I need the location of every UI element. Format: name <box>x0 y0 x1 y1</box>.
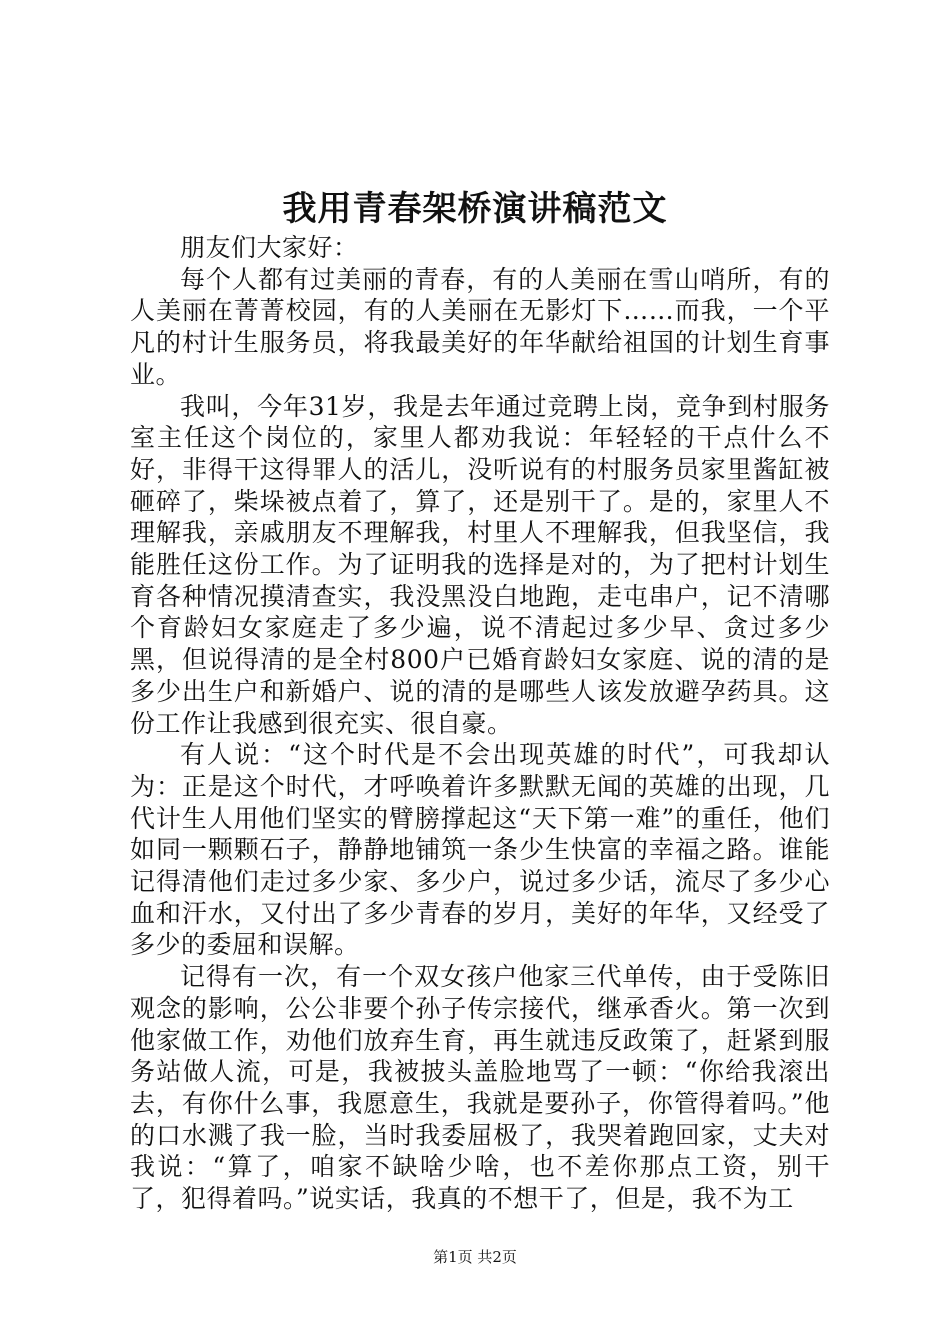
paragraph-greeting: 朋友们大家好： <box>180 233 359 262</box>
paragraph-4: 记得有一次，有一个双女孩户他家三代单传，由于受陈旧观念的影响，公公非要个孙子传宗接代，继承香火。第一次到他家做工作，劝他们放弃生育，再生就违反政策了，赶紧到服务站做人流，可是，我被披头盖脸地骂了一顿：“你给我滚出去，有你什么事，我愿意生，我就是要孙子，你管得着吗。”他的口水溅了我一脸，当时我委屈极了，我哭着跑回家，丈夫对我说：“算了，咱家不缺啥少啥，也不差你那点工资，别干了，犯得着吗。”说实话，我真的不想干了，但是，我不为工 <box>130 962 830 1214</box>
document-title: 我用青春架桥演讲稿范文 <box>282 189 668 229</box>
document-body <box>130 232 830 1215</box>
page-number-footer: 第1页 共2页 <box>433 1248 517 1266</box>
paragraph-1: 每个人都有过美丽的青春，有的人美丽在雪山哨所，有的人美丽在菁菁校园，有的人美丽在无影灯下……而我，一个平凡的村计生服务员，将我最美好的年华献给祖国的计划生育事业。 <box>130 264 830 389</box>
paragraph-3: 有人说：“这个时代是不会出现英雄的时代”，可我却认为：正是这个时代，才呼唤着许多默默无闻的英雄的出现，几代计生人用他们坚实的臂膀撑起这“天下第一难”的重任，他们如同一颗颗石子，静静地铺筑一条少生快富的幸福之路。谁能记得清他们走过多少家、多少户，说过多少话，流尽了多少心血和汗水，又付出了多少青春的岁月，美好的年华，又经受了多少的委屈和误解。 <box>130 740 830 960</box>
paragraph-2: 我叫，今年31岁，我是去年通过竞聘上岗，竞争到村服务室主任这个岗位的，家里人都劝我说：年轻轻的干点什么不好，非得干这得罪人的活儿，没听说有的村服务员家里酱缸被砸碎了，柴垛被点着了，算了，还是别干了。是的，家里人不理解我，亲戚朋友不理解我，村里人不理解我，但我坚信，我能胜任这份工作。为了证明我的选择是对的，为了把村计划生育各种情况摸清查实，我没黑没白地跑，走屯串户，记不清哪个育龄妇女家庭走了多少遍，说不清起过多少早、贪过多少黑，但说得清的是全村800户已婚育龄妇女家庭、说的清的是多少出生户和新婚户、说的清的是哪些人该发放避孕药具。这份工作让我感到很充实、很自豪。 <box>130 391 830 738</box>
